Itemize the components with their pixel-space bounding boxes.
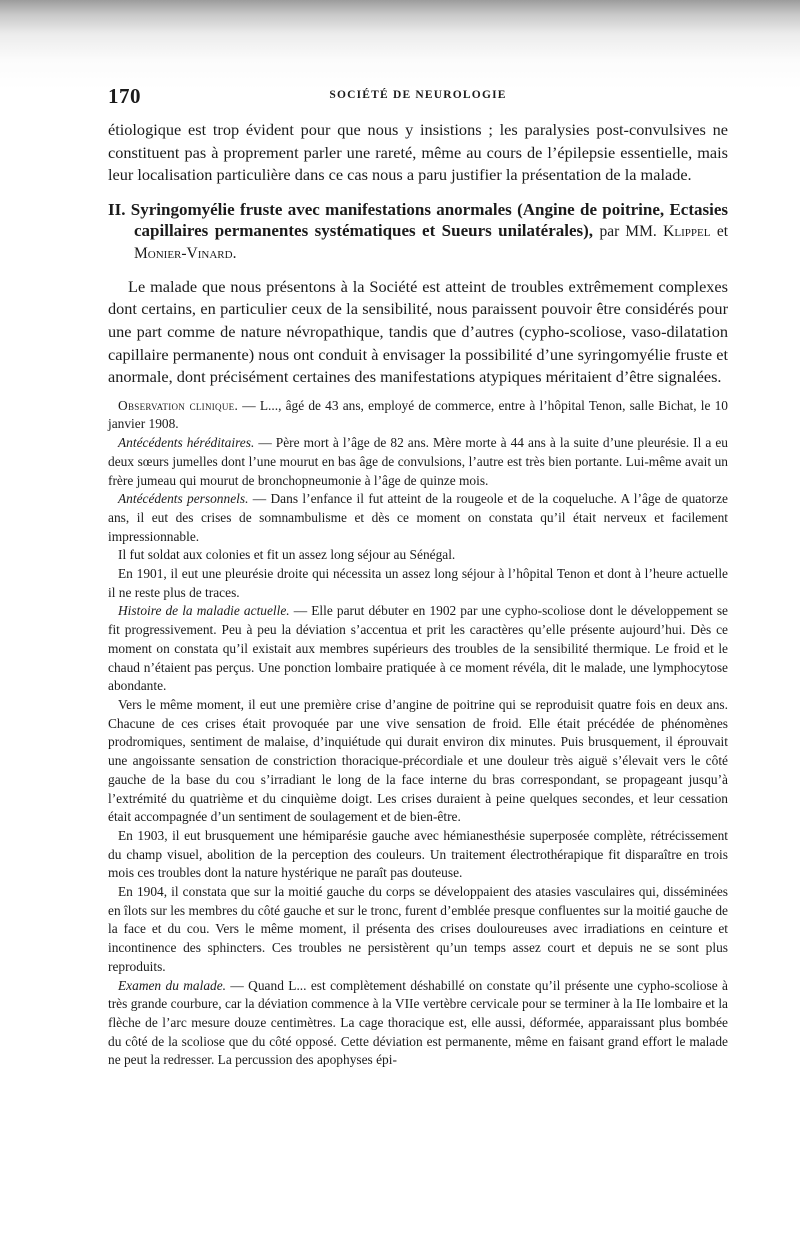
observation-block [108,397,728,1070]
running-head [108,84,728,108]
observation-paragraph [108,397,728,434]
observation-text: — Dans l’enfance il fut atteint de la rougeole et de la coqueluche. A l’âge de quatorze ans, il eut des crises de somnambulisme et dès ce moment on constata qu’il était nerveux et facilement impressionnable. [108,491,728,544]
section-numeral: II. [108,199,126,219]
observation-lead: Examen du malade. [118,977,227,993]
page-number: 170 [108,84,141,108]
observation-text: En 1901, il eut une pleurésie droite qui nécessita un assez long séjour à l’hôpital Tenon et dont à l’heure actuelle il ne reste plus de traces. [108,566,728,600]
observation-paragraph [108,977,728,1071]
section-conj: et [716,222,729,240]
observation-text: — Père mort à l’âge de 82 ans. Mère morte à 44 ans à la suite d’une pleurésie. Il a eu deux sœurs jumelles dont l’une mourut en bas âge de convulsions, l’autre est très bien portante. Lui-même avait un frère jumeau qui mourut de bronchopneumonie à l’âge de quinze mois. [108,435,728,488]
observation-text: En 1903, il eut brusquement une hémiparésie gauche avec hémianesthésie superposée complète, rétrécissement du champ visuel, abolition de la perception des couleurs. Un traitement électrothérapique fit disparaître en trois mois ces troubles dont la nature hystérique ne paraît pas douteuse. [108,827,728,881]
observation-paragraph [108,827,728,883]
main-paragraph: Le malade que nous présentons à la Société est atteint de troubles extrêmement complexes dont certains, en particulier ceux de la sensibilité, nous paraissent pouvoir être considérés pour une part comme de nature névropathique, tandis que d’autres (cypho-scoliose, vaso-dilatation capillaire permanente) nous ont conduit à envisager la possibilité d’une syringomyélie fruste et anormale, dont précisément certaines des manifestations atypiques méritaient d’être signalées. [108,276,728,387]
section-heading [108,199,728,264]
page-content [108,119,728,1070]
observation-paragraph [108,602,728,696]
observation-text: — L..., âgé de 43 ans, employé de commerce, entre à l’hôpital Tenon, salle Bichat, le 10 janvier 1908. [108,397,728,432]
observation-paragraph [108,883,728,977]
observation-lead: Antécédents héréditaires. [118,435,255,451]
section-title: Syringomyélie fruste avec manifestations anormales (Angine de poitrine, Ectasies capillaires permanentes systématiques et Sueurs unilatérales), [130,199,729,240]
observation-lead: Histoire de la maladie actuelle. [118,603,290,619]
observation-paragraph [108,490,728,546]
observation-paragraph [108,434,728,490]
observation-paragraph [108,565,728,602]
observation-text: — Elle parut débuter en 1902 par une cypho-scoliose dont le développement se fit progressivement. Peu à peu la déviation s’accentua et prit les caractères qu’elle présente aujourd’hui. Dès ce moment on constata qu’il existait aux membres supérieurs des troubles de la sensibilité thermique. Le froid et le chaud n’étaient pas perçus. Une ponction lombaire pratiquée à ce moment révéla, dit le malade, une lymphocytose abondante. [108,603,728,694]
observation-lead: Antécédents personnels. [118,491,249,507]
observation-text: En 1904, il constata que sur la moitié gauche du corps se développaient des atasies vasculaires qui, disséminées en îlots sur les membres du côté gauche et sur le tronc, furent d’emblée presque confluentes sur la moitié gauche de la face et du cou. Vers le même moment, il présenta des crises douloureuses avec irradiations en ceinture et incontinence des sphincters. Ces troubles ne persistèrent qu’un temps assez court et depuis ne se sont plus reproduits. [108,884,728,974]
section-author-1: Klippel [663,222,711,240]
observation-paragraph [108,546,728,565]
observation-text: Vers le même moment, il eut une première crise d’angine de poitrine qui se reproduisit quatre fois en deux ans. Chacune de ces crises était provoquée par une vive sensation de froid. Elle était précédée de phénomènes prodromiques, sentiment de malaise, d’inquiétude qui durait environ dix minutes. Puis brusquement, il éprouvait une angoissante sensation de constriction thoracique-précordiale et une douleur très aiguë s’élevait vers le côté gauche de la base du cou s’irradiant le long de la face interne du bras correspondant, se propageant jusqu’à l’extrémité du quatrième et du cinquième doigt. Les crises duraient à peine quelques secondes, et leur cessation était accompagnée d’un sentiment de soulagement et de bien-être. [108,697,728,825]
section-by: par MM. [599,222,657,240]
observation-text: — Quand L... est complètement déshabillé on constate qu’il présente une cypho-scoliose à très grande courbure, car la déviation commence à la VIIe vertèbre cervicale pour se terminer à la IIe lombaire et la flèche de l’arc mesure douze centimètres. La cage thoracique est, elle aussi, déformée, apparaissant plus bombée du côté de la scoliose que du côté opposé. Cette déviation est permanente, même en faisant grand effort le malade ne peut la redresser. La percussion des apophyses épi- [108,977,728,1068]
observation-paragraph [108,696,728,827]
observation-lead: Observation clinique. [118,397,239,413]
journal-title: SOCIÉTÉ DE NEUROLOGIE [329,89,507,101]
intro-paragraph: étiologique est trop évident pour que nous y insistions ; les paralysies post-convulsives ne constituent pas à proprement parler une rareté, même au cours de l’épilepsie essentielle, mais leur localisation particulière dans ce cas nous a paru justifier la présentation de la malade. [108,120,728,185]
section-author-2: Monier-Vinard. [134,244,237,262]
observation-text: Il fut soldat aux colonies et fit un assez long séjour au Sénégal. [118,547,456,563]
